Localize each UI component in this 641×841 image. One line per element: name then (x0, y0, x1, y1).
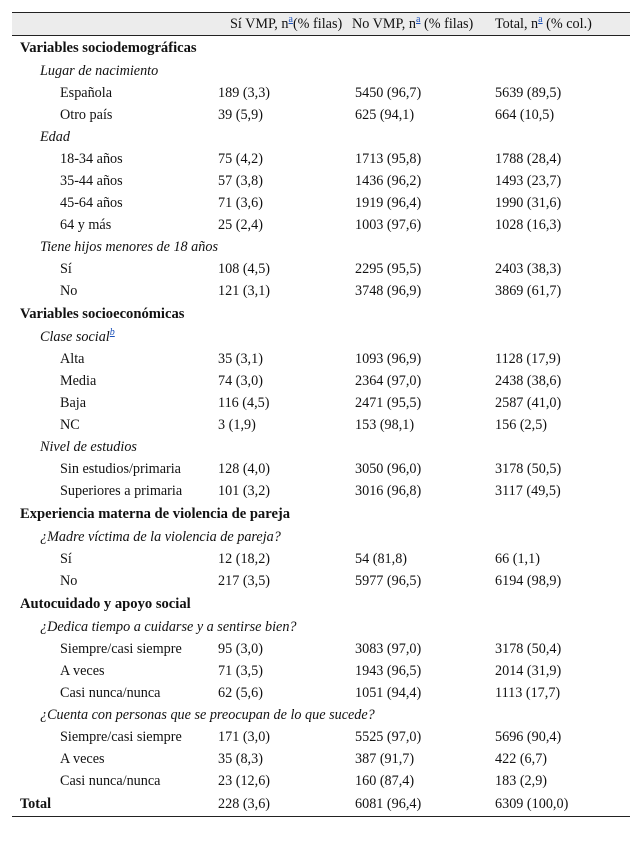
subheading-row: Tiene hijos menores de 18 años (40, 239, 218, 255)
footnote-b-link[interactable]: b (109, 327, 115, 339)
table-row: No 121 (3,1) 3748 (96,9) 3869 (61,7) (60, 283, 562, 299)
section-row: Autocuidado y apoyo social (20, 596, 191, 612)
header-total: Total, $n^a$ (% col.) (495, 13, 630, 36)
table-row: Sin estudios/primaria 128 (4,0) 3050 (96,0) 3178 (50,5) (60, 461, 562, 477)
table-row: Siempre/casi siempre 95 (3,0) 3083 (97,0) 3178 (50,4) (60, 641, 562, 657)
table-row: Casi nunca/nunca 23 (12,6) 160 (87,4) 183 (2,9) (60, 773, 548, 789)
header-si-vmp: Sí VMP, $n^a(\%$ filas) (218, 13, 352, 36)
subheading-row: Clase social$^b$ (40, 327, 115, 345)
table-header-row (12, 13, 630, 36)
table-row: Sí 12 (18,2) 54 (81,8) 66 (1,1) (60, 551, 540, 567)
table-row: NC 3 (1,9) 153 (98,1) 156 (2,5) (60, 417, 548, 433)
table-row: 18-34 años 75 (4,2) 1713 (95,8) 1788 (28,4) (60, 151, 562, 167)
header-no-vmp: No VMP, $n^a$ (% filas) (352, 13, 495, 36)
table-row: Media 74 (3,0) 2364 (97,0) 2438 (38,6) (60, 373, 562, 389)
table-row: 45-64 años 71 (3,6) 1919 (96,4) 1990 (31,6) (60, 195, 562, 211)
table-row: Superiores a primaria 101 (3,2) 3016 (96,8) 3117 (49,5) (60, 483, 561, 499)
subheading-row: Lugar de nacimiento (40, 63, 159, 79)
table-row: A veces 35 (8,3) 387 (91,7) 422 (6,7) (60, 751, 548, 767)
table-row: Sí 108 (4,5) 2295 (95,5) 2403 (38,3) (60, 261, 562, 277)
footnote-a-link[interactable]: a (538, 14, 543, 26)
subheading-row: Nivel de estudios (40, 439, 137, 455)
table-row: No 217 (3,5) 5977 (96,5) 6194 (98,9) (60, 573, 562, 589)
total-row: Total 228 (3,6) 6081 (96,4) 6309 (100,0) (12, 792, 630, 817)
table-row: Baja 116 (4,5) 2471 (95,5) 2587 (41,0) (60, 395, 562, 411)
table-row: Española 189 (3,3) 5450 (96,7) 5639 (89,5) (60, 85, 562, 101)
table-row: 64 y más 25 (2,4) 1003 (97,6) 1028 (16,3) (60, 217, 562, 233)
section-row: Variables sociodemográficas (20, 40, 197, 56)
subheading-row: Edad (40, 129, 70, 145)
section-row: Variables socioeconómicas (20, 306, 185, 322)
section-row: Experiencia materna de violencia de pareja (20, 506, 291, 522)
data-table (12, 12, 630, 817)
header-empty (12, 13, 218, 36)
subheading-row: ¿Cuenta con personas que se preocupan de lo que sucede? (40, 707, 375, 723)
table-row: Otro país 39 (5,9) 625 (94,1) 664 (10,5) (60, 107, 555, 123)
table-row: Alta 35 (3,1) 1093 (96,9) 1128 (17,9) (60, 351, 561, 367)
footnote-a-link[interactable]: a (288, 14, 293, 26)
subheading-row: ¿Madre víctima de la violencia de pareja? (40, 529, 281, 545)
table-row: A veces 71 (3,5) 1943 (96,5) 2014 (31,9) (60, 663, 562, 679)
subheading-row: ¿Dedica tiempo a cuidarse y a sentirse bien? (40, 619, 297, 635)
table-row: Casi nunca/nunca 62 (5,6) 1051 (94,4) 1113 (17,7) (60, 685, 561, 701)
footnote-a-link[interactable]: a (416, 14, 421, 26)
table-row: 35-44 años 57 (3,8) 1436 (96,2) 1493 (23,7) (60, 173, 562, 189)
table-row: Siempre/casi siempre 171 (3,0) 5525 (97,0) 5696 (90,4) (60, 729, 562, 745)
